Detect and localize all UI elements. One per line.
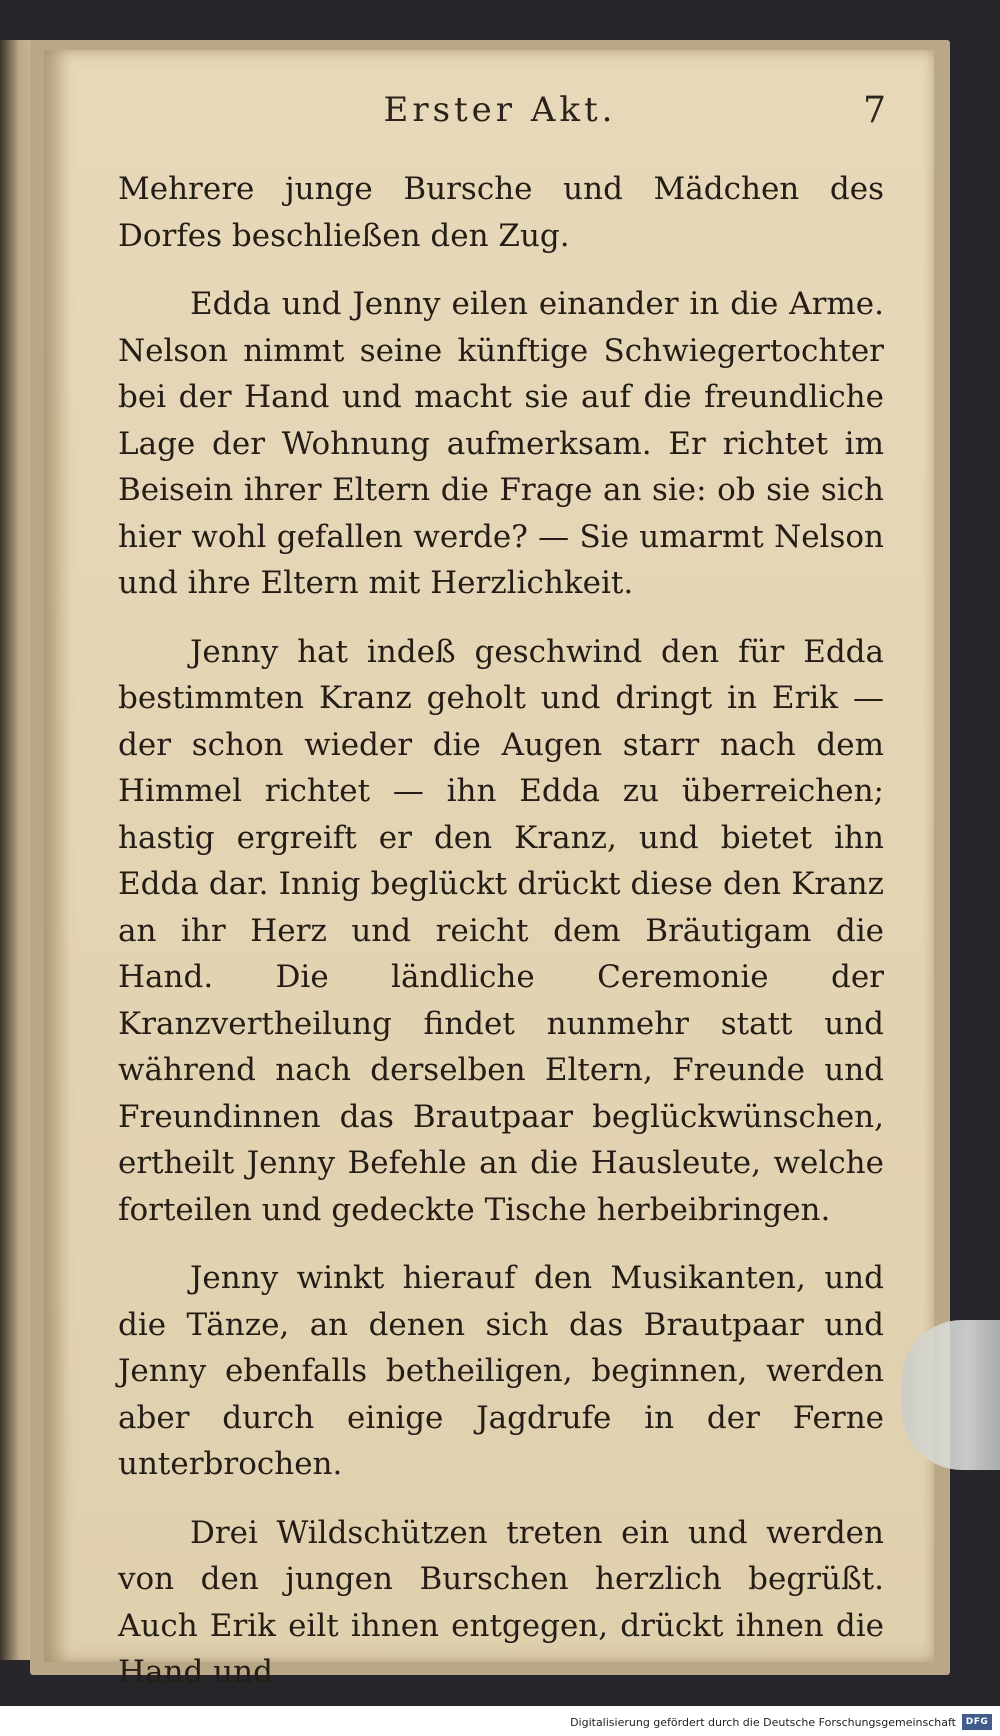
dfg-logo: DFG (962, 1714, 992, 1730)
book-page (44, 50, 934, 1690)
running-title: Erster Akt. (383, 90, 617, 130)
footer-credit: Digitalisierung gefördert durch die Deutsche Forschungsgemeinschaft (570, 1716, 956, 1729)
paragraph-3: Jenny hat indeß geschwind den für Edda bestimmten Kranz geholt und dringt in Erik — der schon wieder die Augen starr nach dem Himmel richtet — ihn Edda zu überreichen; hastig ergreift er den Kranz, und bietet ihn Edda dar. Innig beglückt drückt diese den Kranz an ihr Herz und reicht dem Bräutigam die Hand. Die ländliche Ceremonie der Kranzvertheilung findet nunmehr statt und während nach derselben Eltern, Freunde und Freundinnen das Brautpaar beglückwünschen, ertheilt Jenny Befehle an die Hausleute, welche forteilen und gedeckte Tische herbeibringen. (118, 633, 884, 1228)
page-gutter (44, 50, 70, 1662)
paragraph-2: Edda und Jenny eilen einander in die Arme. Nelson nimmt seine künftige Schwiegertochter bei der Hand und macht sie auf die freundliche Lage der Wohnung aufmerksam. Er richtet im Beisein ihrer Eltern die Frage an sie: ob sie sich hier wohl gefallen werde? — Sie umarmt Nelson und ihre Eltern mit Herzlichkeit. (118, 286, 884, 601)
scanner-thumb-clamp (902, 1320, 1000, 1470)
footer-bar (0, 1706, 1000, 1736)
page-number: 7 (863, 90, 886, 131)
body-text (118, 166, 884, 1718)
paragraph-5: Drei Wildschützen treten ein und werden von den jungen Burschen herzlich begrüßt. Auch Erik eilt ihnen entgegen, drückt ihnen die Hand und (118, 1514, 884, 1690)
paragraph-4: Jenny winkt hierauf den Musikanten, und die Tänze, an denen sich das Brautpaar und Jenny ebenfalls betheiligen, beginnen, werden aber durch einige Jagdrufe in der Ferne unterbrochen. (118, 1260, 884, 1482)
paragraph-1: Mehrere junge Bursche und Mädchen des Dorfes beschließen den Zug. (118, 171, 884, 254)
page-header (114, 90, 886, 150)
